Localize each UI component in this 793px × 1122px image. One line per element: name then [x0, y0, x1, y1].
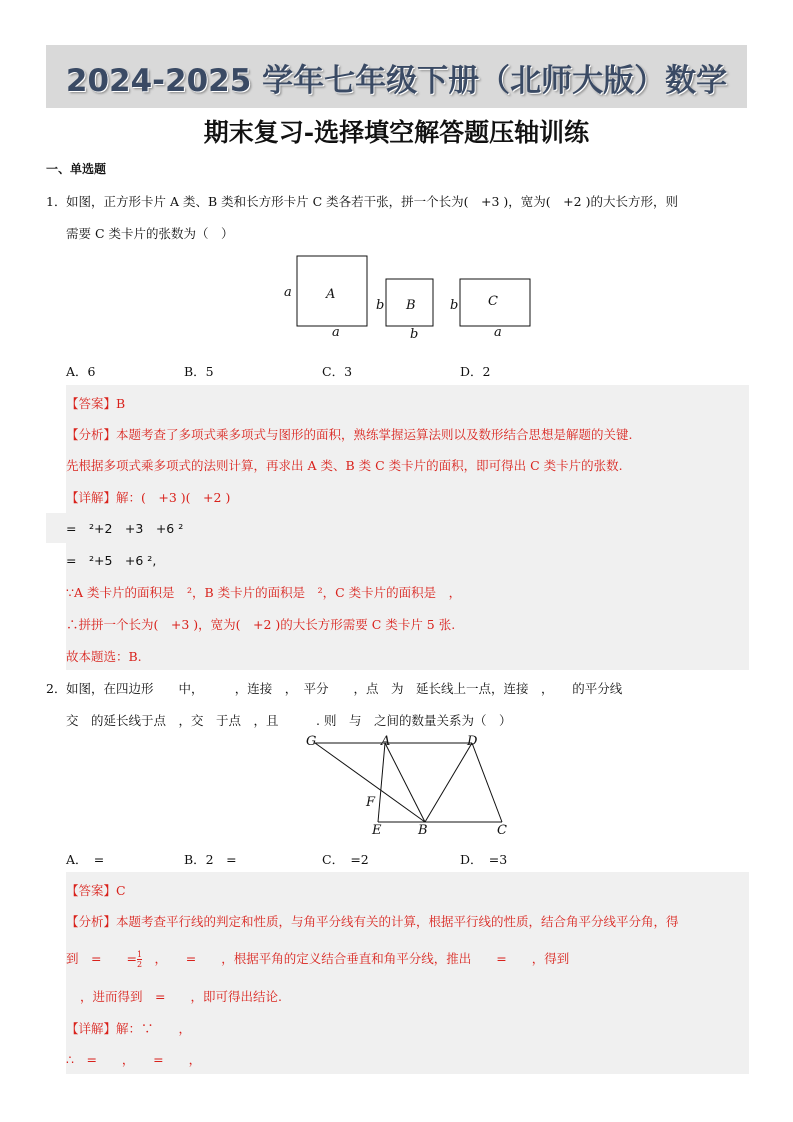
q1-detail-text2: = ²+2 +3 +6 ² — [66, 521, 184, 536]
line-db — [425, 743, 472, 822]
q1-detail-text4: ∵A 类卡片的面积是 ²，B 类卡片的面积是 ²，C 类卡片的面积是 ， — [66, 585, 462, 600]
q1-detail-text1: 解：( +3 )( +2 ) — [116, 490, 231, 505]
q2-option-b: B．2 = — [184, 852, 237, 867]
q2-detail-row1 — [66, 1019, 191, 1037]
q2-figure — [300, 734, 525, 840]
card-c-side-bottom: a — [494, 325, 502, 340]
q2-analysis-text1: 本题考查平行线的判定和性质，与角平分线有关的计算，根据平行线的性质，结合角平分线平分角，得 — [116, 914, 679, 929]
q1-analysis-text2: 先根据多项式乘多项式的法则计算，再求出 A 类、B 类 C 类卡片的面积，即可得出 C 类卡片的张数. — [66, 458, 623, 473]
q1-answer: 【答案】B — [66, 396, 126, 411]
q1-analysis-tag: 【分析】 — [66, 427, 117, 442]
card-b-side-bottom: b — [410, 327, 419, 342]
fraction-denominator: 2 — [136, 960, 143, 969]
q2-stem-line1: 如图，在四边形 中， ，连接 ， 平分 ，点 为 延长线上一点，连接 ， 的平分线 — [66, 681, 623, 696]
q1-option-c: C．3 — [322, 364, 353, 379]
point-c: C — [497, 823, 507, 838]
card-c-label: C — [488, 294, 498, 309]
point-f: F — [366, 795, 376, 810]
line-ae — [378, 743, 385, 822]
q1-analysis-text1: 本题考查了多项式乘多项式与图形的面积，熟练掌握运算法则以及数形结合思想是解题的关键. — [116, 427, 633, 442]
q1-detail-row1 — [66, 488, 230, 506]
q1-stem-line1: 如图，正方形卡片 A 类、B 类和长方形卡片 C 类各若干张，拼一个长为( +3 )，宽为( +2 )的大长方形，则 — [66, 194, 678, 209]
point-a: A — [381, 734, 391, 749]
q2-stem-line2: 交 的延长线于点 ，交 于点 ，且 . 则 与 之间的数量关系为（ ） — [66, 713, 512, 728]
q1-answer-box-tab — [46, 513, 66, 543]
card-c-side-left: b — [450, 298, 459, 313]
q1-stem-line2: 需要 C 类卡片的张数为（ ） — [66, 226, 234, 241]
q1-detail-text3: = ²+5 +6 ², — [66, 553, 157, 568]
q2-detail-text1: 解：∵ ， — [116, 1021, 192, 1036]
card-a-label: A — [326, 287, 336, 302]
q2-answer: 【答案】C — [66, 883, 126, 898]
q1-analysis — [66, 425, 633, 443]
point-g: G — [306, 734, 317, 749]
card-a-side-bottom: a — [332, 325, 340, 340]
q2-number: 2． — [46, 681, 67, 696]
fraction-numerator: 1 — [136, 950, 143, 959]
q2-option-a: A． = — [66, 852, 105, 867]
q1-option-d: D．2 — [460, 364, 491, 379]
point-d: D — [467, 734, 478, 749]
section-heading: 一、单选题 — [46, 162, 107, 176]
q2-analysis-text3: ，进而得到 = ，即可得出结论. — [80, 989, 282, 1004]
q2-analysis-tag: 【分析】 — [66, 914, 117, 929]
q1-detail-text6: 故本题选：B. — [66, 649, 142, 664]
q1-detail-text5: ∴拼拼一个长为( +3 )，宽为( +2 )的大长方形需要 C 类卡片 5 张. — [66, 617, 456, 632]
q1-detail-tag: 【详解】 — [66, 490, 117, 505]
page-title: 期末复习-选择填空解答题压轴训练 — [203, 118, 590, 147]
point-b: B — [418, 823, 428, 838]
card-b-label: B — [406, 298, 416, 313]
card-b-side-left: b — [376, 298, 385, 313]
line-dc — [472, 743, 502, 822]
q2-detail-tag: 【详解】 — [66, 1021, 117, 1036]
line-ab — [385, 743, 425, 822]
q2-answer-box — [66, 872, 749, 1074]
title-banner — [46, 45, 747, 108]
q2-option-d: D． =3 — [460, 852, 508, 867]
q2-analysis-row2 — [66, 949, 569, 969]
q2-detail-text2: ∴ = ， = ， — [66, 1052, 202, 1067]
q1-option-b: B．5 — [184, 364, 214, 379]
q2-analysis — [66, 912, 679, 930]
q1-number: 1． — [46, 194, 67, 209]
q2-option-c: C． =2 — [322, 852, 369, 867]
q1-option-a: A．6 — [66, 364, 96, 379]
q2-analysis-text2a: 到 = = — [66, 951, 137, 966]
card-a-side-left: a — [284, 285, 292, 300]
line-gb — [315, 743, 425, 822]
banner-title: 2024-2025 学年七年级下册（北师大版）数学 — [65, 63, 728, 99]
point-e: E — [372, 823, 382, 838]
q2-analysis-text2b: ， = ，根据平角的定义结合垂直和角平分线，推出 = ，得到 — [142, 951, 570, 966]
q1-figure — [280, 252, 540, 342]
